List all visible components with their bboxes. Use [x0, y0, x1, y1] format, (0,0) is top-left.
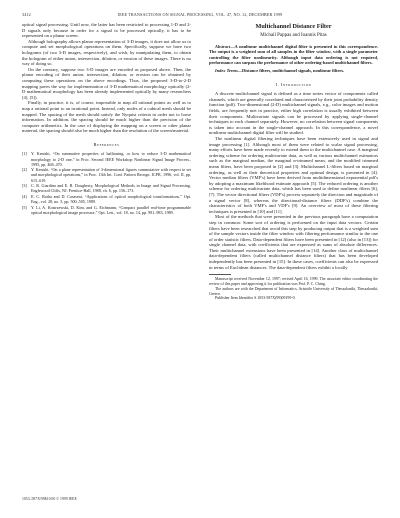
footnote: Publisher Item Identifier S 1053-587X(99)09199-0. [215, 296, 296, 301]
abstract-lead: Abstract— [215, 44, 235, 50]
references-heading: References [93, 141, 120, 147]
journal-title: IEEE TRANSACTIONS ON SIGNAL PROCESSING, VOL. 47, NO. 12, DECEMBER 1999 [117, 12, 283, 17]
left-paragraph: On the contrary, suppose two 3-D images are encoded as proposed above. Then, the planar encoding of their union, intersection, dilation, or erosion can be obtained by computing these operations on the above encodings. Thus, the proposed 3-D-to-2-D mapping paves the way for implementation of 3-D mathematical morphology optically (2-D mathematical morphology has been already implemented optically by many researchers [4], [5]). [22, 66, 191, 100]
left-column [22, 22, 191, 216]
abstract-text: A nonlinear multichannel digital filter is presented in this correspondence. The output is a weighted sum of all samples in the filter window, with a single parameter controlling the filter nonlinearity. Although input data ordering is not required, performance can surpass the performance of other ordering-based multichannel filters. [209, 44, 378, 66]
reference-text: Y. Li, A. Kostrzewski, D. Kim, and G. Eichmann, “Compact parallel real-time programmable optical morphological image processor,” Opt. Lett., vol. 18, no. 14, pp. 981–983, 1989. [31, 204, 191, 215]
footnote: The authors are with the Department of Informatics, Aristotle University of Thessaloniki, Thessaloniki, Greece. [209, 286, 378, 296]
paper-title: Multichannel Distance Filter [255, 23, 332, 30]
reference-text: Y. Kenishi, “On summative properties of halftoning, or how to reduce 3-D mathematical morphology to 2-D one,” in Proc. Second IEEE Workshop Nonlinear Signal Image Process., 1995, pp. 468–470. [31, 151, 191, 167]
reference-item [22, 151, 191, 166]
intro-paragraph: Most of the methods that were presented in the previous paragraph have a computation step in common: Some sort of ordering is performed on the input data vectors. Certain filters have been researched that avoid this step by producing output that is a weighted sum of the sample vectors inside the filter window with filtering performance similar to the one of order statistic filters. Data-dependent filters have been presented in [12] (also in [13]) for single channel data, with coefficients that are expressed as sums of absolute differences. Their multichannel extensions have been presented in [14]. Another class of multichannel data-dependent filters (called multichannel distance filters) that has been developed independently has been presented in [15]. In these cases, coefficients can also be expressed in terms of Euclidean distances. The data-dependent filters exhibit a locally [209, 214, 378, 270]
reference-item [22, 167, 191, 182]
introduction-heading: I. Introduction [275, 81, 312, 87]
reference-text: C. R. Giardina and E. R. Dougherty, Morphological Methods in Image and Signal Processing. Englewood Cliffs, NJ: Prentice-Hall, 1988, ch. 6, pp. 156–173. [31, 183, 191, 194]
intro-paragraph: A discrete multichannel signal is defined as a time series vector of components called channels, which are generally correlated and characterized by their joint probability density function (pdf). Two-dimensional (2-D) multichannel signals, e.g., color images and motion fields, are frequently met in practice, either high correlation is usually exhibited between their components. Multivariate signals can be processed by applying single-channel techniques to each channel separately. However, no correlation between signal components is taken into account in the single-channel approach. In this correspondence, a novel nonlinear multichannel digital filter will be studied. [209, 91, 378, 136]
reference-number: [2] [22, 167, 27, 173]
reference-number: [1] [22, 151, 27, 157]
footnote: Manuscript received November 12, 1997; revised April 16, 1999. The associate editor coordinating the review of this paper and approving it for publication was Prof. P. C. Ching. [209, 277, 378, 287]
index-terms-lead: Index Terms— [215, 68, 243, 74]
reference-number: [5] [22, 204, 27, 210]
paper-authors: Michail Pappas and Ioannis Pitas [260, 32, 327, 38]
issn-line: 1053–587X/99$10.00 © 1999 IEEE [22, 497, 77, 501]
reference-item [22, 205, 191, 215]
reference-item [22, 194, 191, 204]
left-paragraph: Finally, in practice, it is, of course, impossible to map all rational points as well as to map a rational point to an irrational point. Instead, only nodes of a cubical mesh should be mapped. The spacing of the mesh should satisfy the Nyquist criteria in order not to loose information. In addition, the spacing should be much higher than the precision of the computer arithmetics. In the case of displaying the mapping on a screen or other planar material, the spacing should also be much higher than the resolution of the screen/material. [22, 100, 191, 134]
running-header [22, 12, 378, 20]
index-terms-text: Distance filters, multichannel signals, nonlinear filters. [242, 68, 345, 74]
reference-text: E. C. Botha and D. Casasent, “Applications of optical morphological transformations,” Opt. Eng., vol. 28, no. 5, pp. 500–505, 1989. [31, 194, 191, 205]
right-column [209, 22, 378, 301]
footnote-divider [209, 274, 231, 275]
left-paragraph: optical signal processing. Until now, the latter has been restricted to processing 1-D and 2-D signals only because in order for a signal to be processed optically, it has to be represented on a planar screen. [22, 22, 191, 39]
abstract [209, 44, 378, 65]
reference-number: [4] [22, 194, 27, 199]
index-terms [209, 68, 378, 73]
left-paragraph: Although holography allows planar representation of 3-D images, it does not allow us to compute and set morphological operations on them. Specifically, suppose we have two holograms (of two 3-D images, respectively), and wish, by manipulating them, to obtain the hologram of either union, intersection, dilation, or erosion of these images. There is no way of doing so. [22, 38, 191, 67]
page-number: 3412 [22, 12, 31, 17]
reference-text: Y. Kenishi, “On a plane representation of 3-dimensional figures commutative with respect to set and morphological operations,” in Proc. 13th Int. Conf. Pattern Recogn. ICPR, 1996, vol. II, pp. 615–619. [31, 167, 191, 183]
reference-item [22, 183, 191, 193]
reference-number: [3] [22, 183, 27, 189]
intro-paragraph: The nonlinear digital filtering techniques have been extensively used in signal and image processing [1]. Although most of them were related to scalar signal processing, many efforts have been made recently to extend them to the multichannel case. A marginal ordering scheme for ordering multivariate data, as well as various multichannel estimators such as the marginal median, the marginal α-trimmed mean, and the modified trimmed mean filters, have been proposed in [2] and [3]. Multichannel L-filters based on marginal ordering, as well as their theoretical properties and optimal design, is presented in [4]. Vector median filters (VMF's) have been derived from multidimensional exponential pdf's by adopting a maximum likelihood estimate approach [5]. The reduced ordering is another scheme for ordering multivariate data, which has been used to define nonlinear filters [6], [7]. The vector directional filters (VDF's) process separately the direction and magnitude of a signal vector [8], whereas the directional-distance filters (DDF's) combine the characteristics of both VMF's and VDF's [9]. An overview of most of these filtering techniques is presented in [10] and [11]. [209, 136, 378, 214]
